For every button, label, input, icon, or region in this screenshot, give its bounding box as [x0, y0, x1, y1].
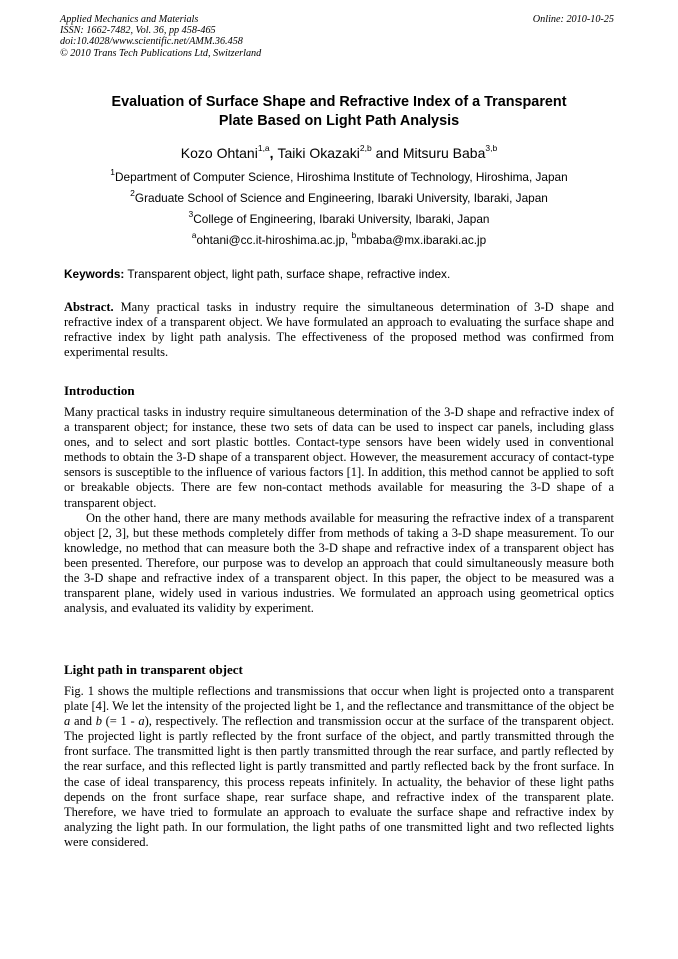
author-list [64, 143, 614, 163]
abstract-label: Abstract. [64, 300, 114, 314]
introduction-paragraph-2: On the other hand, there are many methods available for measuring the refractive index of a transparent object [2, 3], but these methods completely differ from methods of taking a 3-D shape measurement. To our knowledge, no method that can measure both the 3-D shape and refractive index of a transparent object has been presented. Therefore, our purpose was to develop an approach that could simultaneously measure both the 3-D shape and refractive index of a transparent object. In this paper, the object to be measured was a transparent plane, widely used in various industries. We formulated an approach using geometrical optics analysis, and evaluated its validity by experiment. [64, 510, 614, 616]
variable-b: b [95, 714, 102, 729]
affiliation-3-text: College of Engineering, Ibaraki University, Ibaraki, Japan [193, 212, 490, 226]
keywords-label: Keywords: [64, 267, 125, 281]
affiliation-2-marker: 2 [130, 188, 135, 199]
copyright-line: © 2010 Trans Tech Publications Ltd, Switzerland [60, 47, 262, 59]
light-path-paragraph-1 [64, 684, 614, 850]
title-line-1: Evaluation of Surface Shape and Refractive Index of a Transparent [111, 94, 567, 110]
variable-a-2: a [138, 714, 145, 729]
affiliation-2-text: Graduate School of Science and Engineering, Ibaraki University, Ibaraki, Japan [134, 191, 548, 205]
journal-header [60, 14, 480, 59]
author-1: Kozo Ohtani [180, 145, 258, 161]
doi-line: doi:10.4028/www.scientific.net/AMM.36.458 [60, 36, 243, 48]
author-and: and [371, 145, 403, 161]
light-path-text-4: ), respectively. The reflection and transmission occur at the surface of the transparent object. The projected light is partly reflected by the front surface of the object, and partly transmitted through the front surface. The transmitted light is then partly transmitted through the rear surface, and partly reflected by the rear surface, and this reflected light is partly transmitted and partly reflected back by the front surface. In the case of ideal transparency, this process repeats infinitely. In actuality, the behavior of these light paths depends on the front surface shape, rear surface shape, and refractive index of the transparent plate. Therefore, we have tried to formulate an approach to evaluate the surface shape and refractive index by analyzing the light path. In our formulation, the light paths of one transmitted light and two reflected lights were considered. [64, 714, 614, 849]
affiliation-1 [64, 167, 614, 185]
author-separator: , [269, 145, 278, 161]
author-3: Mitsuru Baba [402, 145, 486, 161]
affiliation-3-marker: 3 [188, 209, 194, 220]
email-b-marker: b [351, 230, 357, 241]
abstract [64, 300, 614, 360]
affiliation-1-marker: 1 [110, 167, 116, 178]
light-path-text-2: and [70, 714, 96, 729]
introduction-heading: Introduction [64, 383, 135, 398]
variable-a: a [64, 714, 71, 729]
abstract-text: Many practical tasks in industry require the simultaneous determination of 3-D shape and refractive index of a transparent object. We have formulated an approach to evaluating the surface shape and refractive index by light path analysis. The effectiveness of the proposed method was confirmed from experimental results. [64, 300, 614, 360]
keywords [64, 267, 614, 282]
author-3-affil: 3,b [485, 143, 498, 154]
light-path-text-1: Fig. 1 shows the multiple reflections and transmissions that occur when light is projected onto a transparent plate [4]. We let the intensity of the projected light be 1, and the reflectance and transmittance of the object be [64, 684, 614, 714]
light-path-heading: Light path in transparent object [64, 662, 243, 677]
author-emails [64, 230, 614, 248]
introduction-body [64, 405, 614, 616]
issn-line: ISSN: 1662-7482, Vol. 36, pp 458-465 [60, 25, 216, 37]
light-path-text-3: (= 1 - [101, 714, 139, 729]
email-a[interactable]: ohtani@cc.it-hiroshima.ac.jp, [196, 233, 352, 247]
light-path-body [64, 684, 614, 850]
affiliation-1-text: Department of Computer Science, Hiroshima Institute of Technology, Hiroshima, Japan [115, 170, 568, 184]
introduction-paragraph-1: Many practical tasks in industry require simultaneous determination of the 3-D shape and refractive index of a transparent object; for instance, these two sets of data can be used to inspect car panels, including glass ones, and to select and sort plastic bottles. Contact-type sensors have been widely used in conventional methods to obtain the 3-D shape of a transparent object. However, the measurement accuracy of contact-type sensors is susceptible to the influence of various factors [1]. In addition, this method cannot be applied to soft or breakable objects. There are few non-contact methods available for measuring the 3-D shape of a transparent object. [64, 405, 614, 510]
paper-title [64, 93, 614, 131]
email-a-marker: a [191, 230, 197, 241]
email-b[interactable]: mbaba@mx.ibaraki.ac.jp [356, 233, 487, 247]
author-2: Taiki Okazaki [277, 145, 360, 161]
author-2-affil: 2,b [359, 143, 372, 154]
title-line-2: Plate Based on Light Path Analysis [218, 113, 460, 129]
affiliation-3 [64, 209, 614, 227]
journal-name: Applied Mechanics and Materials [60, 14, 199, 25]
online-date: Online: 2010-10-25 [532, 14, 614, 25]
author-1-affil: 1,a [257, 143, 270, 154]
keywords-text: Transparent object, light path, surface shape, refractive index. [124, 267, 451, 281]
affiliation-2 [64, 188, 614, 206]
